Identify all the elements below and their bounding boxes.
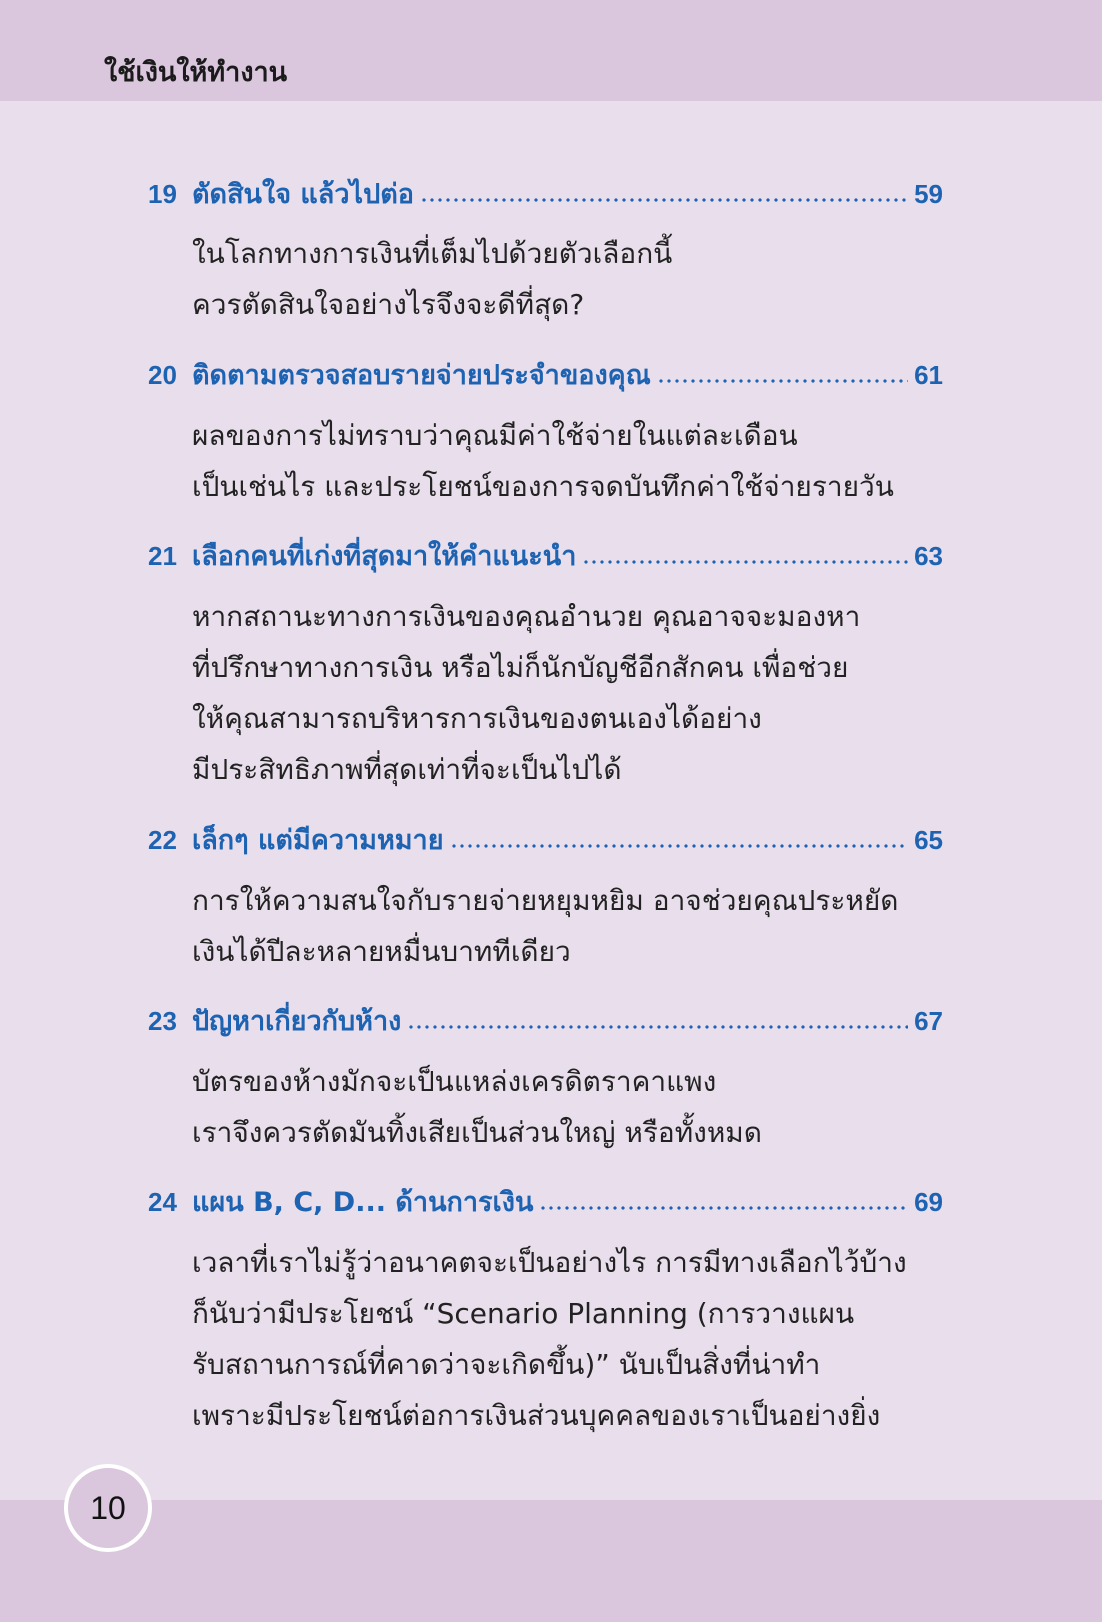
description-line: ในโลกทางการเงินที่เต็มไปด้วยตัวเลือกนี้: [192, 237, 673, 270]
chapter-number: 22: [148, 825, 177, 855]
description-line: ผลของการไม่ทราบว่าคุณมีค่าใช้จ่ายในแต่ละเดือน: [192, 419, 798, 452]
description-line: ที่ปรึกษาทางการเงิน หรือไม่ก็นักบัญชีอีกสักคน เพื่อช่วย: [192, 651, 849, 684]
description-line: เราจึงควรตัดมันทิ้งเสียเป็นส่วนใหญ่ หรือทั้งหมด: [192, 1116, 762, 1149]
description-line: ก็นับว่ามีประโยชน์ “Scenario Planning (การวางแผน: [192, 1297, 855, 1330]
description-line: หากสถานะทางการเงินของคุณอำนวย คุณอาจจะมองหา: [192, 600, 861, 633]
chapter-description: [192, 875, 952, 977]
description-line: ควรตัดสินใจอย่างไรจึงจะดีที่สุด?: [192, 288, 585, 321]
chapter-number: 20: [148, 360, 177, 390]
toc-entry-heading[interactable]: [148, 534, 943, 574]
toc-entry-heading[interactable]: [148, 353, 943, 393]
chapter-title: ตัดสินใจ แล้วไปต่อ: [192, 179, 414, 210]
chapter-description: [192, 1056, 952, 1158]
footer-band: [0, 1500, 1102, 1622]
dot-leader: [539, 1206, 908, 1210]
chapter-description: [192, 1237, 952, 1441]
chapter-number: 24: [148, 1187, 177, 1217]
description-line: เป็นเช่นไร และประโยชน์ของการจดบันทึกค่าใช้จ่ายรายวัน: [192, 470, 894, 503]
chapter-description: [192, 410, 952, 512]
description-line: มีประสิทธิภาพที่สุดเท่าที่จะเป็นไปได้: [192, 753, 622, 786]
page-ref: 63: [914, 541, 943, 571]
dot-leader: [450, 844, 909, 848]
description-line: การให้ความสนใจกับรายจ่ายหยุมหยิม อาจช่วยคุณประหยัด: [192, 884, 899, 917]
page-ref: 59: [914, 179, 943, 209]
chapter-description: [192, 228, 952, 330]
dot-leader: [657, 379, 908, 383]
page-ref: 65: [914, 825, 943, 855]
description-line: บัตรของห้างมักจะเป็นแหล่งเครดิตราคาแพง: [192, 1065, 717, 1098]
description-line: เพราะมีประโยชน์ต่อการเงินส่วนบุคคลของเราเป็นอย่างยิ่ง: [192, 1399, 881, 1432]
toc-entry-heading[interactable]: [148, 172, 943, 212]
page-ref: 69: [914, 1187, 943, 1217]
chapter-number: 19: [148, 179, 177, 209]
toc-entry-heading[interactable]: [148, 999, 943, 1039]
description-line: เวลาที่เราไม่รู้ว่าอนาคตจะเป็นอย่างไร การมีทางเลือกไว้บ้าง: [192, 1246, 907, 1279]
chapter-description: [192, 591, 952, 795]
chapter-title: ปัญหาเกี่ยวกับห้าง: [192, 1006, 402, 1037]
chapter-number: 21: [148, 541, 177, 571]
dot-leader: [407, 1025, 908, 1029]
chapter-title: เลือกคนที่เก่งที่สุดมาให้คำแนะนำ: [192, 541, 577, 572]
toc-entry-heading[interactable]: [148, 1180, 943, 1220]
page-ref: 61: [914, 360, 943, 390]
chapter-title: เล็กๆ แต่มีความหมาย: [192, 825, 444, 856]
page-ref: 67: [914, 1006, 943, 1036]
description-line: เงินได้ปีละหลายหมื่นบาททีเดียว: [192, 935, 571, 968]
toc-entry-heading[interactable]: [148, 818, 943, 858]
page-number: 10: [64, 1464, 152, 1552]
description-line: รับสถานการณ์ที่คาดว่าจะเกิดขึ้น)” นับเป็นสิ่งที่น่าทำ: [192, 1348, 821, 1381]
book-title: ใช้เงินให้ทำงาน: [104, 57, 288, 88]
chapter-title: ติดตามตรวจสอบรายจ่ายประจำของคุณ: [192, 360, 651, 391]
description-line: ให้คุณสามารถบริหารการเงินของตนเองได้อย่าง: [192, 702, 762, 735]
dot-leader: [582, 560, 908, 564]
chapter-number: 23: [148, 1006, 177, 1036]
chapter-title: แผน B, C, D... ด้านการเงิน: [192, 1187, 534, 1218]
dot-leader: [420, 198, 908, 202]
